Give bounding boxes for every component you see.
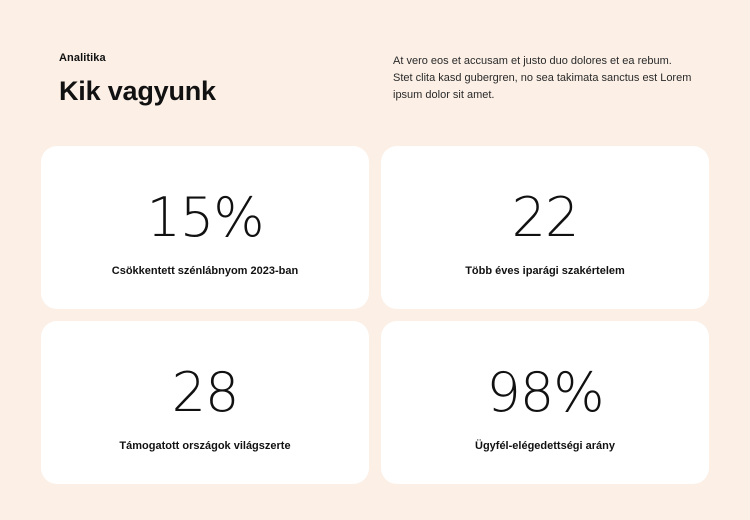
stat-card-experience: [381, 146, 709, 309]
stat-label: Ügyfél-elégedettségi arány: [475, 440, 615, 452]
stat-label: Csökkentett szénlábnyom 2023-ban: [111, 265, 299, 277]
stat-card-satisfaction: [381, 321, 709, 484]
section-header: [59, 52, 216, 107]
stat-value: 22: [511, 186, 579, 249]
section-eyebrow: Analitika: [59, 52, 106, 64]
stat-value: 98%: [486, 361, 604, 424]
stats-grid: [41, 146, 709, 484]
stat-label: Több éves iparági szakértelem: [465, 265, 625, 277]
stat-label: Támogatott országok világszerte: [119, 440, 291, 452]
stat-value: 15%: [146, 186, 264, 249]
intro-text: At vero eos et accusam et justo duo dolores et ea rebum. Stet clita kasd gubergren, no sea takimata sanctus est Lorem ipsum dolor sit amet.: [393, 55, 692, 101]
stat-value: 28: [171, 361, 239, 424]
stat-card-countries: [41, 321, 369, 484]
stat-card-carbon: [41, 146, 369, 309]
section-title: Kik vagyunk: [59, 76, 216, 106]
